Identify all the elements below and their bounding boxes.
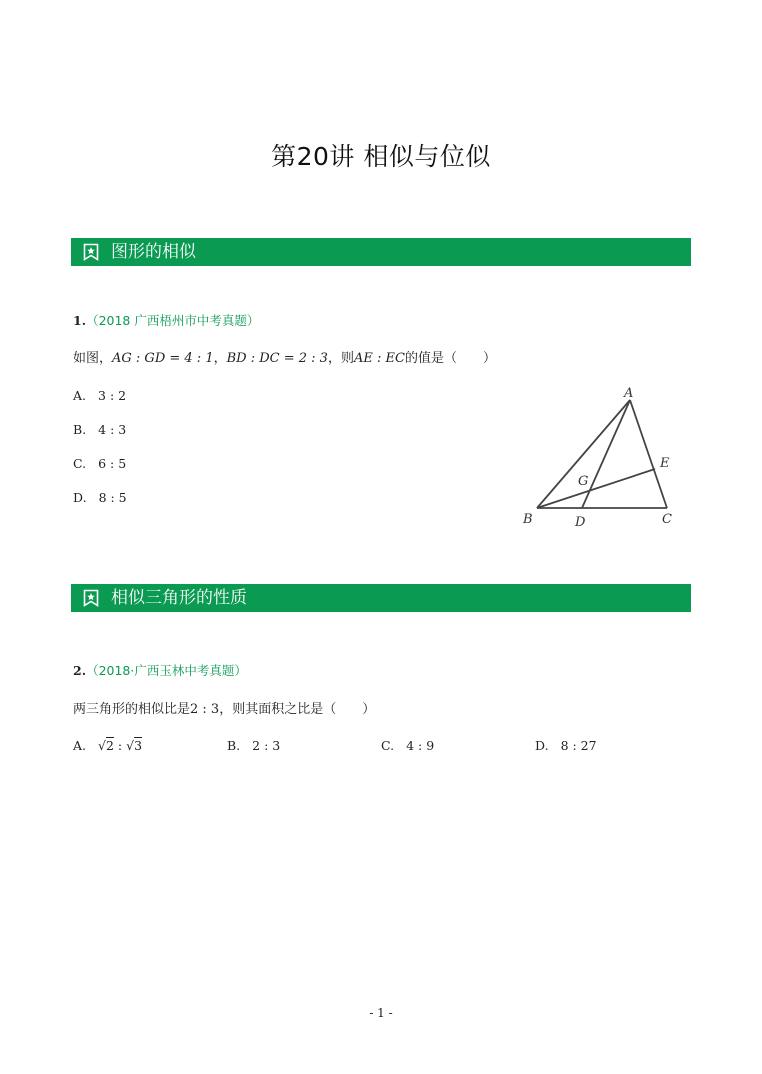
bookmark-star-icon: [83, 589, 99, 607]
stem-math: AE : EC: [353, 351, 405, 366]
section-header-similar-triangle-properties: [71, 584, 691, 612]
stem-text: ，: [213, 351, 227, 366]
option-value: 8 : 5: [98, 490, 127, 505]
option-key: B.: [227, 738, 241, 753]
question-stem: [73, 347, 496, 366]
question-header: [73, 311, 259, 329]
option-value: 3: [134, 738, 143, 753]
label-c: C: [662, 512, 672, 527]
section-title: 相似三角形的性质: [111, 588, 247, 608]
option-a: [73, 738, 142, 753]
question-header: [73, 661, 247, 679]
label-e: E: [660, 456, 670, 471]
sqrt-symbol: √: [98, 738, 106, 753]
page-number: - 1 -: [369, 1006, 393, 1020]
question-number: 1.: [73, 313, 87, 328]
option-separator: :: [113, 738, 127, 753]
option-value: 3 : 2: [98, 388, 127, 403]
section-header-figure-similarity: [71, 238, 691, 266]
label-b: B: [523, 512, 533, 527]
label-a: A: [624, 386, 634, 401]
label-d: D: [575, 515, 586, 530]
triangle-figure: [515, 380, 685, 535]
option-b: [73, 422, 126, 437]
option-key: A.: [73, 738, 87, 753]
stem-math: 2 : 3: [190, 702, 220, 717]
stem-text: 如图，: [73, 351, 113, 366]
option-value: 2: [105, 738, 114, 753]
option-key: C.: [73, 456, 87, 471]
question-source: （2018 广西梧州市中考真题）: [86, 313, 260, 328]
label-g: G: [578, 474, 589, 489]
option-a: [73, 388, 126, 403]
stem-text: ，则其面积之比是（ ）: [219, 702, 376, 717]
option-key: A.: [73, 388, 87, 403]
question-stem: [73, 698, 375, 717]
option-key: C.: [381, 738, 395, 753]
option-value: 2 : 3: [252, 738, 281, 753]
bookmark-star-icon: [83, 243, 99, 261]
option-d: [535, 738, 597, 753]
option-value: 4 : 9: [406, 738, 435, 753]
question-source: （2018·广西玉林中考真题）: [86, 663, 247, 678]
option-key: B.: [73, 422, 87, 437]
question-number: 2.: [73, 663, 87, 678]
option-c: [73, 456, 126, 471]
option-value: 6 : 5: [98, 456, 127, 471]
sqrt-symbol: √: [126, 738, 135, 753]
page-title: 第20讲 相似与位似: [271, 142, 491, 171]
option-value: 4 : 3: [98, 422, 127, 437]
option-d: [73, 490, 127, 505]
section-title: 图形的相似: [111, 242, 196, 262]
option-value: 8 : 27: [560, 738, 597, 753]
option-c: [381, 738, 434, 753]
stem-math: AG : GD = 4 : 1: [112, 351, 214, 366]
option-key: D.: [535, 738, 549, 753]
stem-text: ，则: [327, 351, 354, 366]
stem-math: BD : DC = 2 : 3: [226, 351, 328, 366]
stem-text: 两三角形的相似比是: [73, 702, 191, 717]
stem-text: 的值是（ ）: [404, 351, 496, 366]
option-b: [227, 738, 280, 753]
option-key: D.: [73, 490, 87, 505]
